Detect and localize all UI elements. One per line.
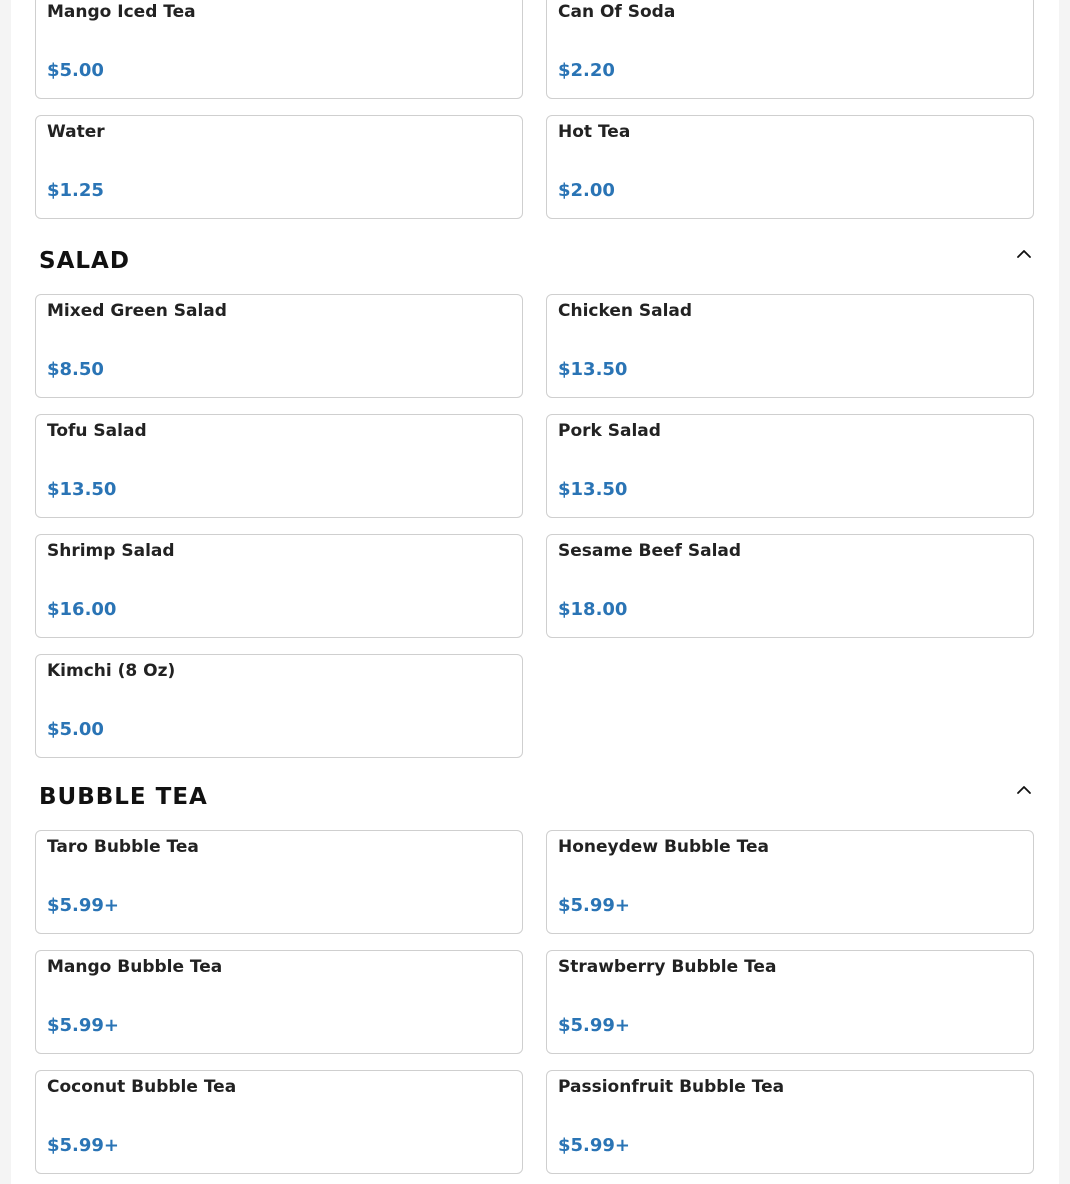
menu-item-price: $1.25: [47, 180, 104, 201]
menu-item-card[interactable]: [35, 534, 523, 638]
menu-item-name: Taro Bubble Tea: [47, 837, 199, 857]
bubble-tea-items-grid: [35, 830, 1034, 1174]
menu-item-card[interactable]: [546, 1070, 1034, 1174]
menu-item-card[interactable]: [546, 830, 1034, 934]
menu-item-name: Pork Salad: [558, 421, 661, 441]
menu-item-name: Can Of Soda: [558, 2, 676, 22]
chevron-up-icon[interactable]: [1014, 780, 1034, 800]
menu-item-card[interactable]: [35, 1070, 523, 1174]
menu-item-price: $18.00: [558, 599, 628, 620]
menu-item-price: $16.00: [47, 599, 117, 620]
menu-item-name: Kimchi (8 Oz): [47, 661, 176, 681]
menu-item-price: $5.99+: [47, 895, 120, 916]
menu-item-name: Chicken Salad: [558, 301, 693, 321]
menu-item-name: Shrimp Salad: [47, 541, 175, 561]
menu-item-card[interactable]: [35, 115, 523, 219]
menu-item-name: Hot Tea: [558, 122, 631, 142]
menu-item-name: Mango Bubble Tea: [47, 957, 223, 977]
menu-item-card[interactable]: [35, 830, 523, 934]
menu-item-name: Sesame Beef Salad: [558, 541, 742, 561]
menu-item-price: $2.00: [558, 180, 615, 201]
menu-item-card[interactable]: [546, 294, 1034, 398]
menu-item-card[interactable]: [35, 414, 523, 518]
menu-item-name: Mixed Green Salad: [47, 301, 227, 321]
menu-item-name: Strawberry Bubble Tea: [558, 957, 777, 977]
section-header-bubble-tea[interactable]: [35, 780, 1034, 820]
chevron-up-icon[interactable]: [1014, 244, 1034, 264]
menu-item-price: $5.99+: [47, 1135, 120, 1156]
menu-item-card[interactable]: [546, 414, 1034, 518]
section-title: SALAD: [39, 248, 130, 274]
menu-page: [11, 0, 1059, 1184]
drinks-items-grid: [35, 0, 1034, 219]
menu-item-price: $5.99+: [558, 1015, 631, 1036]
menu-item-price: $5.99+: [558, 895, 631, 916]
menu-item-name: Passionfruit Bubble Tea: [558, 1077, 785, 1097]
menu-item-card[interactable]: [546, 0, 1034, 99]
salad-items-grid: [35, 294, 1034, 758]
menu-item-price: $13.50: [558, 479, 628, 500]
menu-item-card[interactable]: [546, 115, 1034, 219]
menu-item-price: $5.00: [47, 60, 104, 81]
menu-item-name: Tofu Salad: [47, 421, 147, 441]
menu-item-name: Coconut Bubble Tea: [47, 1077, 237, 1097]
menu-item-price: $5.99+: [558, 1135, 631, 1156]
menu-item-price: $13.50: [558, 359, 628, 380]
menu-item-card[interactable]: [546, 950, 1034, 1054]
menu-item-price: $5.99+: [47, 1015, 120, 1036]
menu-item-price: $8.50: [47, 359, 104, 380]
menu-item-card[interactable]: [35, 294, 523, 398]
menu-item-card[interactable]: [35, 0, 523, 99]
section-header-salad[interactable]: [35, 244, 1034, 284]
menu-item-card[interactable]: [546, 534, 1034, 638]
menu-item-price: $2.20: [558, 60, 615, 81]
menu-item-name: Honeydew Bubble Tea: [558, 837, 769, 857]
menu-item-card[interactable]: [35, 950, 523, 1054]
section-title: BUBBLE TEA: [39, 784, 208, 810]
menu-item-price: $13.50: [47, 479, 117, 500]
menu-item-price: $5.00: [47, 719, 104, 740]
menu-item-name: Water: [47, 122, 105, 142]
menu-item-name: Mango Iced Tea: [47, 2, 196, 22]
menu-item-card[interactable]: [35, 654, 523, 758]
